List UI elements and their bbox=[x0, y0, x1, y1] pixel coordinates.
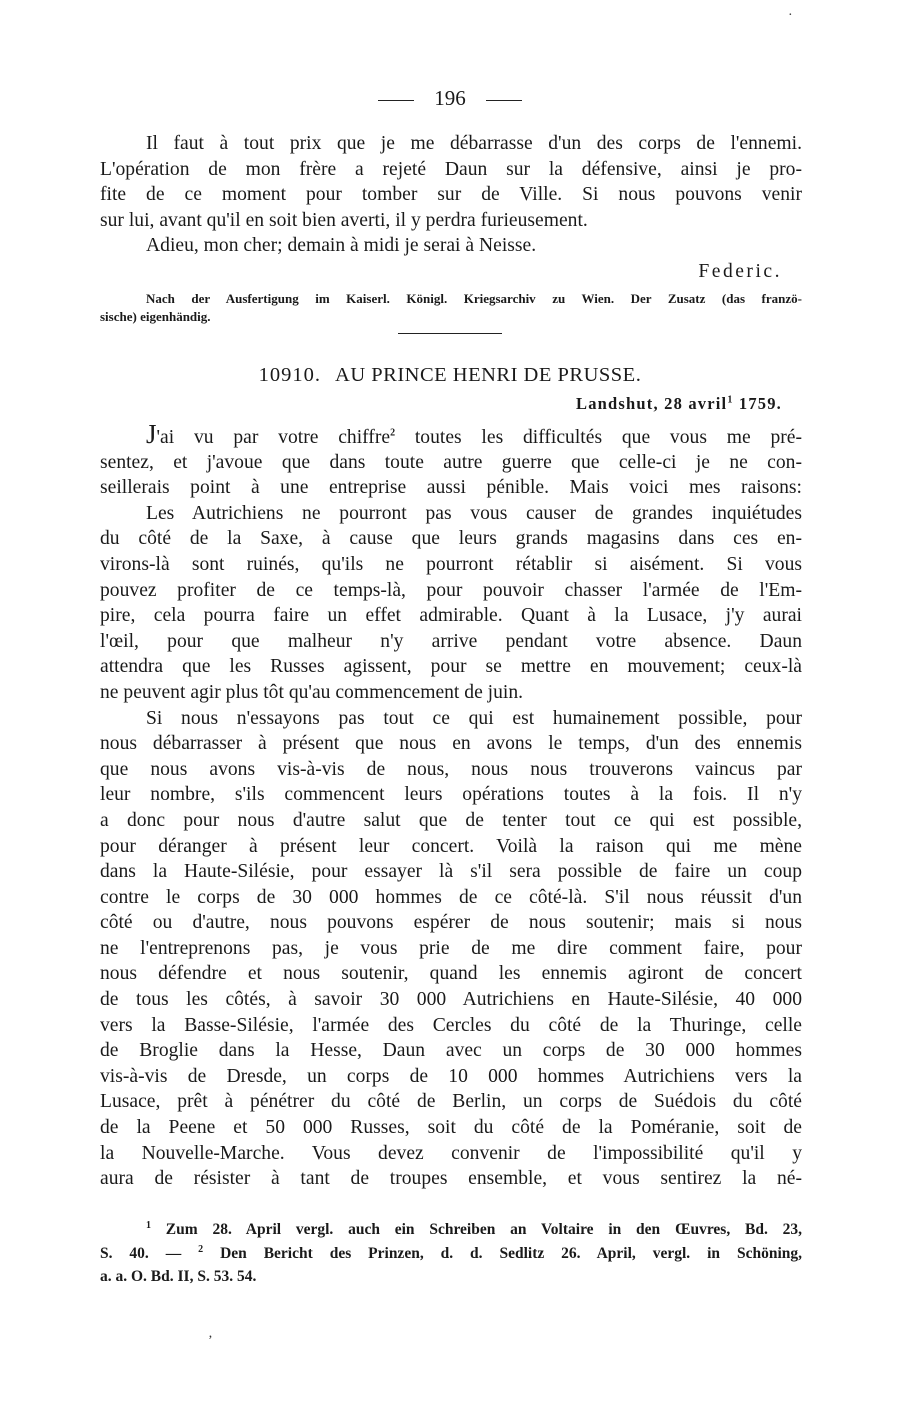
text-line: virons-là sont ruinés, qu'ils ne pourront rétablir si aisément. Si vous bbox=[100, 553, 802, 575]
text-line: contre le corps de 30 000 hommes de ce côté-là. S'il nous réussit d'un bbox=[100, 886, 802, 908]
header-dash-left bbox=[378, 100, 414, 101]
text-line: sur lui, avant qu'il en soit bien averti, il y perdra furieusement. bbox=[100, 209, 588, 231]
text-line: côté ou d'autre, nous pouvons espérer de nous soutenir; mais si nous bbox=[100, 912, 802, 934]
footnote-line bbox=[100, 1242, 802, 1266]
footnote-ref-1: 1 bbox=[727, 394, 734, 406]
text-line: Lusace, prêt à pénétrer du côté de Berlin, un corps de Suédois du côté bbox=[100, 1091, 802, 1113]
note-line: sische) eigenhändig. bbox=[100, 309, 211, 324]
text-fragment: S. 40. — bbox=[100, 1244, 199, 1262]
page-header bbox=[0, 86, 900, 111]
text-line: leur nombre, s'ils commencent leurs opérations toutes à la fois. Il n'y bbox=[100, 784, 802, 806]
text-fragment: toutes les difficultés que vous me pré- bbox=[395, 427, 802, 448]
letter-date-year: 1759. bbox=[738, 394, 782, 413]
letter-dateline bbox=[576, 394, 782, 414]
footnote-line bbox=[100, 1218, 802, 1242]
footnotes bbox=[100, 1218, 802, 1289]
text-line: dans la Haute-Silésie, pour essayer là s'il sera possible de faire un coup bbox=[100, 861, 802, 883]
footnote-ref-2: 2 bbox=[390, 427, 396, 439]
page-number: 196 bbox=[434, 86, 466, 110]
letter-date-day: 28 avril bbox=[664, 394, 728, 413]
letter-place: Landshut, bbox=[575, 394, 659, 413]
text-line: nous débarrasser à présent que nous en avons le temps, d'un des ennemis bbox=[100, 733, 802, 755]
text-line: la Nouvelle-Marche. Vous devez convenir de l'impossibilité qu'il y bbox=[100, 1142, 802, 1164]
text-line: L'opération de mon frère a rejeté Daun sur la défensive, ainsi je pro- bbox=[100, 158, 802, 180]
text-line: l'œil, pour que malheur n'y arrive pendant votre absence. Daun bbox=[100, 630, 802, 652]
text-line: a donc pour nous d'autre salut que de tenter tout ce qui est possible, bbox=[100, 809, 802, 831]
text-line: attendra que les Russes agissent, pour se mettre en mouvement; ceux-là bbox=[100, 656, 802, 678]
letter-heading bbox=[0, 364, 900, 387]
text-line bbox=[100, 419, 802, 450]
text-line: aura de résister à tant de troupes ensemble, et vous sentirez la né- bbox=[100, 1168, 802, 1190]
text-line: que nous avons vis-à-vis de nous, nous nous trouverons vaincus par bbox=[100, 758, 802, 780]
text-line: ne peuvent agir plus tôt qu'au commencement de juin. bbox=[100, 681, 524, 703]
note-line: Nach der Ausfertigung im Kaiserl. Königl. Kriegsarchiv zu Wien. Der Zusatz (das franzö- bbox=[146, 291, 802, 306]
text-fragment: 'ai vu par votre chiffre bbox=[156, 427, 391, 448]
text-line: ne l'entreprenons pas, je vous prie de me dire comment faire, pour bbox=[100, 937, 802, 959]
text-line: de tous les côtés, à savoir 30 000 Autrichiens en Haute-Silésie, 40 000 bbox=[100, 989, 802, 1011]
signature: Federic. bbox=[698, 260, 782, 282]
print-speck: · bbox=[788, 8, 793, 23]
text-line: vis-à-vis de Dresde, un corps de 10 000 hommes Autrichiens vers la bbox=[100, 1065, 802, 1087]
header-dash-right bbox=[486, 100, 522, 101]
text-line: nous défendre et nous soutenir, quand les ennemis agiront de concert bbox=[100, 963, 802, 985]
text-line: du côté de la Saxe, à cause que leurs grands magasins dans ces en- bbox=[100, 528, 802, 550]
text-line: de Broglie dans la Hesse, Daun avec un corps de 30 000 hommes bbox=[100, 1040, 802, 1062]
letter-body bbox=[100, 419, 802, 1192]
text-line: pour déranger à présent leur concert. Voilà la raison qui me mène bbox=[100, 835, 802, 857]
text-line: seillerais point à une entreprise aussi pénible. Mais voici mes raisons: bbox=[100, 477, 802, 499]
footnote-mark-1: 1 bbox=[146, 1219, 151, 1231]
text-fragment: Zum 28. April vergl. auch ein Schreiben an Voltaire in den Œuvres, Bd. 23, bbox=[151, 1221, 802, 1238]
text-fragment: Den Bericht des Prinzen, d. d. Sedlitz 26. April, vergl. in Schöning, bbox=[203, 1244, 802, 1262]
text-line: pire, cela pourra faire un effet admirable. Quant à la Lusace, j'y aurai bbox=[100, 605, 802, 627]
farewell-line: Adieu, mon cher; demain à midi je serai à Neisse. bbox=[146, 235, 537, 257]
text-line: pouvez profiter de ce temps-là, pour pouvoir chasser l'armée de l'Em- bbox=[100, 579, 802, 601]
letter-number: 10910. bbox=[258, 364, 322, 386]
text-line: fite de ce moment pour tomber sur de Ville. Si nous pouvons venir bbox=[100, 184, 802, 206]
source-note bbox=[100, 290, 802, 326]
text-line: sentez, et j'avoue que dans toute autre guerre que celle-ci je ne con- bbox=[100, 451, 802, 473]
drop-initial: J bbox=[146, 419, 157, 449]
text-line: de la Peene et 50 000 Russes, soit du côté de la Poméranie, soit de bbox=[100, 1117, 802, 1139]
footnote-mark-2: 2 bbox=[198, 1243, 204, 1255]
text-line: vers la Basse-Silésie, l'armée des Cercles du côté de la Thuringe, celle bbox=[100, 1014, 802, 1036]
separator-rule bbox=[398, 333, 502, 334]
footnote-line: a. a. O. Bd. II, S. 53. 54. bbox=[100, 1268, 257, 1285]
letter-recipient: AU PRINCE HENRI DE PRUSSE. bbox=[335, 364, 642, 386]
text-line: Les Autrichiens ne pourront pas vous causer de grandes inquiétudes bbox=[146, 502, 802, 524]
print-speck: ‚ bbox=[208, 1326, 213, 1341]
text-line: Si nous n'essayons pas tout ce qui est humainement possible, pour bbox=[146, 707, 802, 729]
previous-letter-end bbox=[100, 131, 802, 285]
text-line: Il faut à tout prix que je me débarrasse d'un des corps de l'ennemi. bbox=[146, 133, 802, 154]
